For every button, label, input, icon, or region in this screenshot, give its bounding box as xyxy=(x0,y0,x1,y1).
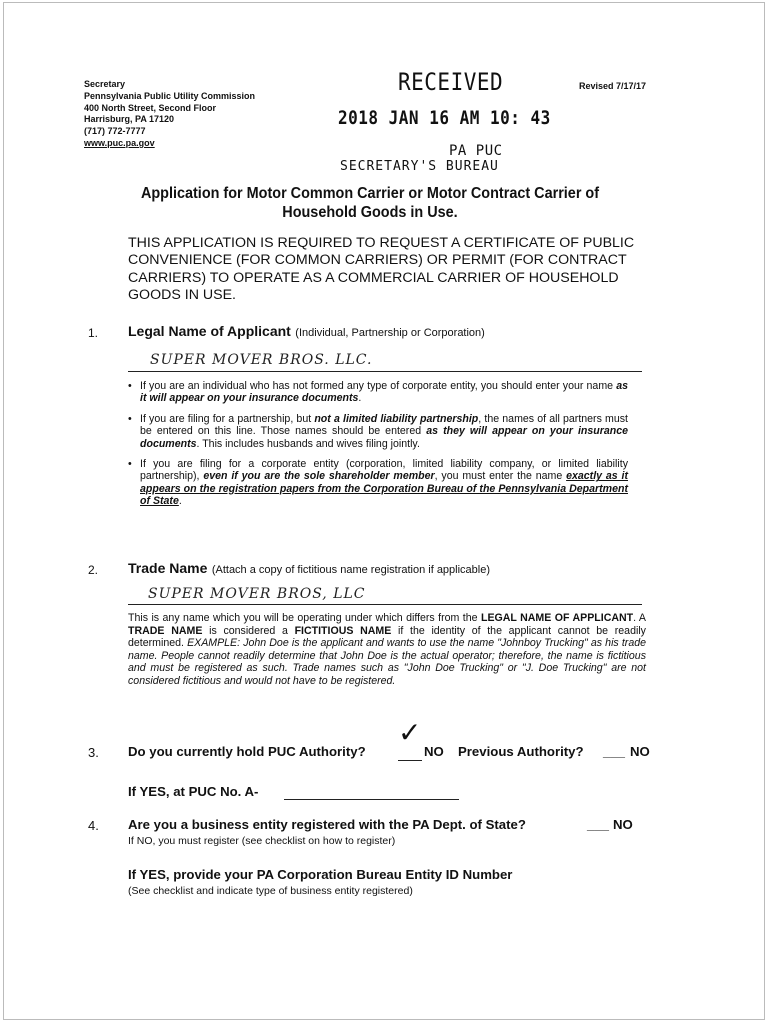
example-text: EXAMPLE: John Doe is the applicant and wants to use the name "Johnboy Trucking" as his trade name. People cannot readily determine that John Doe is the actual operator; therefore, the name is fictitious and must be registered as such. Trade names such as "John Doe Trucking" or "J. Doe Trucking" are not considered fictitious and would not have to be registered. xyxy=(128,637,646,687)
text: . xyxy=(358,392,362,405)
q2-explanation xyxy=(128,612,646,688)
text: . This includes husbands and wives filing jointly. xyxy=(196,437,420,450)
address-line: Secretary xyxy=(84,79,126,89)
q2-note: (Attach a copy of fictitious name registration if applicable) xyxy=(211,564,491,576)
received-stamp-date: 2018 JAN 16 AM 10: 43 xyxy=(338,106,551,129)
q3-previous-question: Previous Authority? xyxy=(458,744,584,759)
q1-label: Legal Name of Applicant xyxy=(128,323,291,339)
text: is considered a xyxy=(202,624,295,637)
q1-heading xyxy=(128,323,485,341)
text: This is any name which you will be operating under which differs from the xyxy=(128,612,481,624)
text: , you must enter the name xyxy=(434,470,567,483)
address-line: Pennsylvania Public Utility Commission xyxy=(84,90,256,101)
q1-bullet xyxy=(128,413,628,450)
text: If you are an individual who has not formed any type of corporate entity, you should enter your name xyxy=(140,380,617,392)
received-stamp: RECEIVED xyxy=(398,68,504,96)
form-title-line2: Household Goods in Use. xyxy=(282,204,458,221)
q3-answer-blank xyxy=(398,760,422,761)
text: . A xyxy=(633,612,646,624)
q1-bullet xyxy=(128,458,628,508)
q3-if-yes: If YES, at PUC No. A- xyxy=(128,784,259,799)
q3-previous-no: NO xyxy=(630,744,650,759)
q4-question: Are you a business entity registered with the PA Dept. of State? xyxy=(128,817,526,832)
q2-number: 2. xyxy=(88,563,99,577)
text: . xyxy=(178,495,182,508)
q2-answer-line xyxy=(128,604,642,605)
form-title xyxy=(119,184,621,222)
q3-answer-no: NO xyxy=(424,744,444,759)
revised-date: Revised 7/17/17 xyxy=(579,81,647,91)
emphasis: as it will appear on your insurance documents xyxy=(140,380,628,405)
q4-answer-no: NO xyxy=(613,817,633,832)
address-line: Harrisburg, PA 17120 xyxy=(84,114,175,125)
emphasis: LEGAL NAME OF APPLICANT xyxy=(480,612,634,624)
q3-puc-number-line xyxy=(284,799,459,800)
emphasis: as they will appear on your insurance documents xyxy=(140,425,629,450)
emphasis: FICTITIOUS NAME xyxy=(294,624,392,637)
emphasis-underlined: exactly as it appears on the registration papers from the Corporation Bureau of the Pennsylvania Department of State xyxy=(140,470,629,508)
q3-question: Do you currently hold PUC Authority? xyxy=(128,744,366,759)
received-stamp-agency: PA PUC xyxy=(449,143,503,159)
q4-number: 4. xyxy=(88,818,99,833)
text: , the names of all partners must be entered on this line. Those names should be entered xyxy=(140,412,628,438)
q1-bullet xyxy=(128,380,628,405)
intro-paragraph: THIS APPLICATION IS REQUIRED TO REQUEST A CERTIFICATE OF PUBLIC CONVENIENCE (FOR COMMON CARRIERS) OR PERMIT (FOR CONTRACT CARRIERS) TO OPERATE AS A COMMERCIAL CARRIER OF HOUSEHOLD GOODS IN USE. xyxy=(128,235,635,304)
text: if the identity of the applicant cannot be readily determined. xyxy=(128,624,646,650)
address-line: (717) 772-7777 xyxy=(84,126,146,137)
q4-if-yes: If YES, provide your PA Corporation Bureau Entity ID Number xyxy=(128,867,513,882)
emphasis: not a limited liability partnership xyxy=(314,412,479,425)
q1-handwritten-answer: SUPER MOVER BROS. LLC. xyxy=(150,352,373,368)
emphasis: even if you are the sole shareholder member xyxy=(203,470,435,483)
emphasis: TRADE NAME xyxy=(128,624,203,637)
q1-note: (Individual, Partnership or Corporation) xyxy=(295,327,485,339)
q3-number: 3. xyxy=(88,745,99,760)
text: If you are filing for a partnership, but xyxy=(140,412,315,425)
agency-url: www.puc.pa.gov xyxy=(84,137,155,148)
agency-address xyxy=(84,79,255,150)
q4-note: If NO, you must register (see checklist on how to register) xyxy=(128,835,396,847)
q1-bullets xyxy=(128,380,628,516)
address-line: 400 North Street, Second Floor xyxy=(84,102,217,113)
q3-previous-blank: ___ xyxy=(603,744,626,759)
text: If you are filing for a corporate entity (corporation, limited liability company, or limited liability partnership), xyxy=(140,458,628,483)
check-mark-icon: ✓ xyxy=(398,716,422,749)
q1-number: 1. xyxy=(88,326,99,340)
form-title-line1: Application for Motor Common Carrier or Motor Contract Carrier of xyxy=(140,185,600,202)
received-stamp-bureau: SECRETARY'S BUREAU xyxy=(340,159,499,174)
q4-if-yes-note: (See checklist and indicate type of business entity registered) xyxy=(128,885,413,897)
q2-label: Trade Name xyxy=(128,560,208,576)
q2-handwritten-answer: SUPER MOVER BROS, LLC xyxy=(148,586,366,602)
q2-heading xyxy=(128,560,490,578)
q4-blank: ___ xyxy=(587,817,610,832)
q1-answer-line xyxy=(128,371,642,372)
